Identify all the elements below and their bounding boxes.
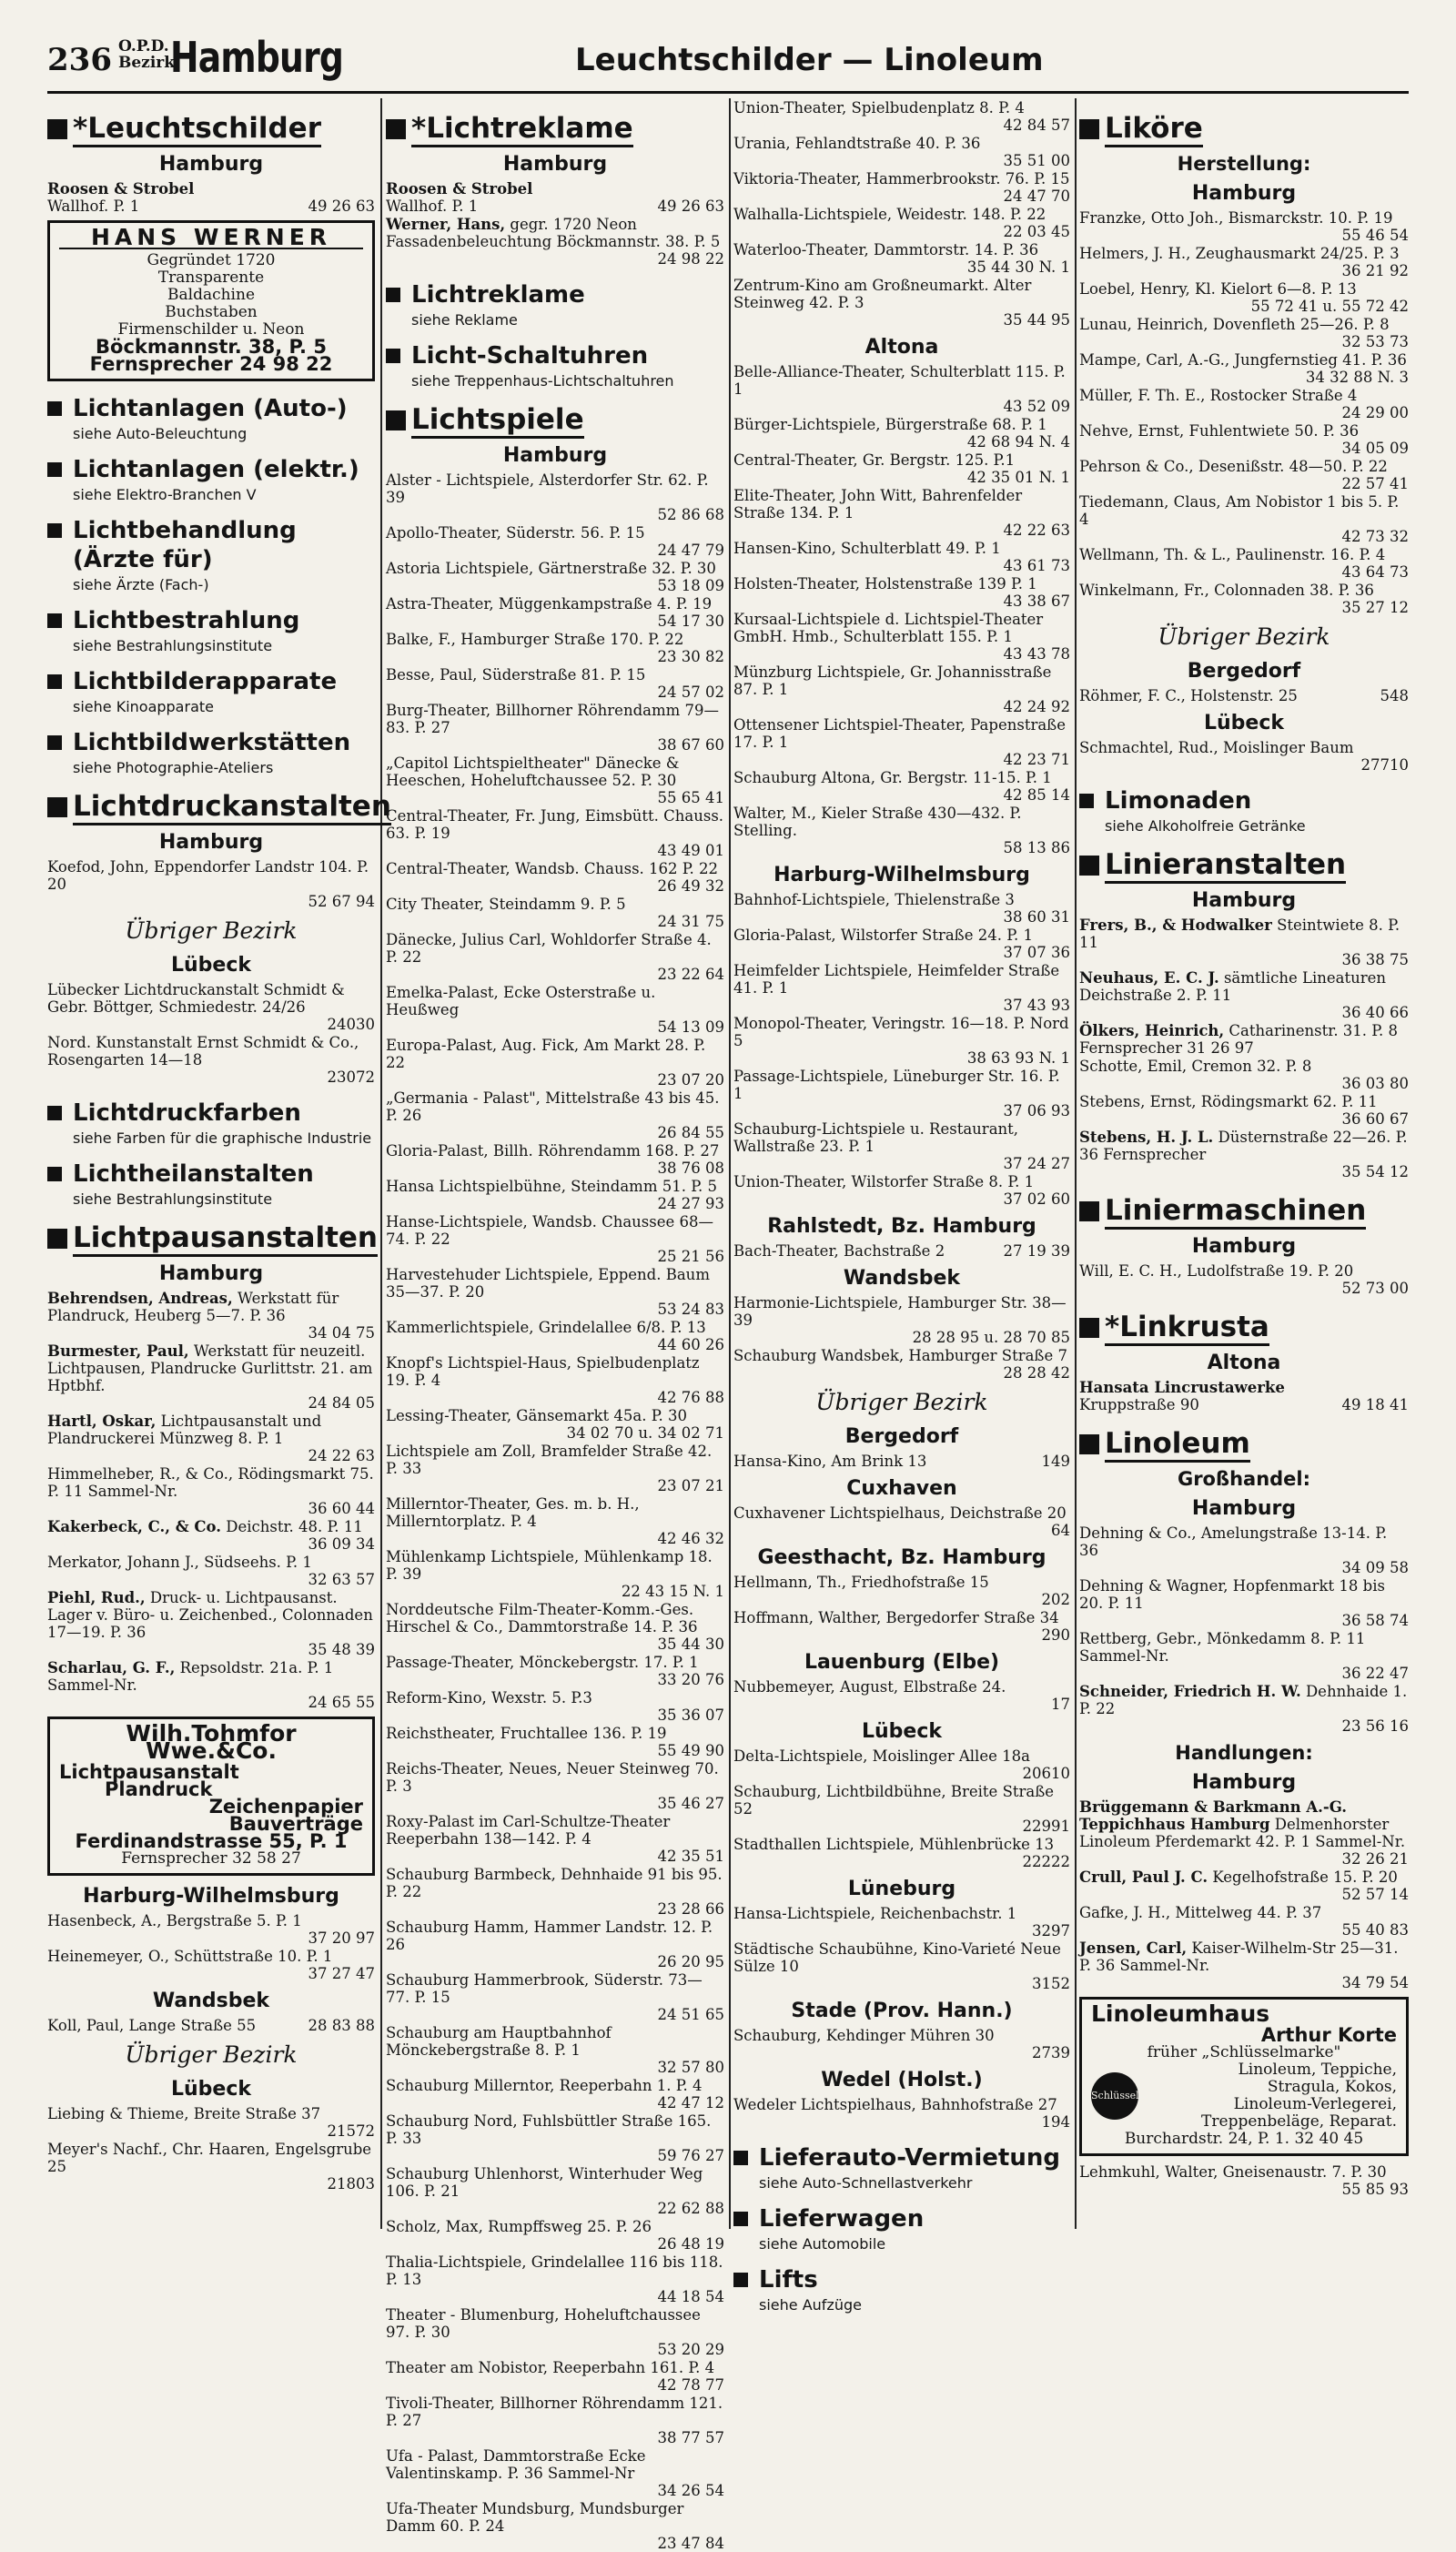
list-item: Schauburg Millerntor, Reeperbahn 1. P. 4 42 47 12: [386, 2077, 724, 2111]
list-item: Union-Theater, Wilstorfer Straße 8. P. 1 37 02 60: [733, 1173, 1070, 1208]
category-heading: *Leuchtschilder: [47, 111, 375, 146]
place-heading: Lübeck: [170, 2078, 252, 2101]
ad-body: [1091, 2061, 1397, 2131]
list-item: Hansata Lincrustawerke Kruppstraße 90 49 18 41: [1079, 1379, 1409, 1413]
cross-reference: siehe Automobile: [759, 2235, 886, 2253]
list-item: Central-Theater, Wandsb. Chauss. 162 P. 22 26 49 32: [386, 860, 724, 895]
list-item: Cuxhavener Lichtspielhaus, Deichstraße 20 64: [733, 1504, 1070, 1539]
place-heading: Rahlstedt, Bz. Hamburg: [767, 1215, 1036, 1238]
square-bullet-icon: [1079, 856, 1099, 876]
region-heading: Übriger Bezirk: [125, 2041, 298, 2068]
list-item: Nord. Kunstanstalt Ernst Schmidt & Co., Rosengarten 14—18 23072: [47, 1034, 375, 1086]
place-heading: Hamburg: [1191, 1771, 1297, 1794]
ad-line: Transparente: [157, 268, 265, 287]
header-rule: [47, 91, 1409, 94]
list-item: „Germania - Palast", Mittelstraße 43 bis 45. P. 26 26 84 55: [386, 1089, 724, 1141]
list-item: Astoria Lichtspiele, Gärtnerstraße 32. P. 30 53 18 09: [386, 560, 724, 594]
key-logo-icon: Schlüssel: [1091, 2072, 1138, 2120]
list-item: Nubbemeyer, August, Elbstraße 24. 17: [733, 1678, 1070, 1713]
list-item: Zentrum-Kino am Großneumarkt. Alter Steinweg 42. P. 3 35 44 95: [733, 277, 1070, 329]
square-bullet-icon: [47, 1106, 62, 1120]
list-item: Stadthallen Lichtspiele, Mühlenbrücke 13 22222: [733, 1836, 1070, 1870]
place-heading: Geesthacht, Bz. Hamburg: [757, 1546, 1046, 1569]
list-item: Schotte, Emil, Cremon 32. P. 8 36 03 80: [1079, 1058, 1409, 1092]
square-bullet-icon: [1079, 794, 1094, 808]
list-item: Knopf's Lichtspiel-Haus, Spielbudenplatz 19. P. 4 42 76 88: [386, 1354, 724, 1406]
place-heading: Wedel (Holst.): [821, 2069, 983, 2091]
list-item: Besse, Paul, Süderstraße 81. P. 15 24 57 02: [386, 666, 724, 701]
list-item: Belle-Alliance-Theater, Schulterblatt 115. P. 1 43 52 09: [733, 363, 1070, 415]
list-item: Kakerbeck, C., & Co. Deichstr. 48. P. 11 36 09 34: [47, 1518, 375, 1553]
cinema-list: [733, 1294, 1070, 1382]
square-bullet-icon: [386, 349, 400, 363]
list-item: Crull, Paul J. C. Kegelhofstraße 15. P. 20 52 57 14: [1079, 1868, 1409, 1903]
list-item: Himmelheber, R., & Co., Rödingsmarkt 75. P. 11 Sammel-Nr. 36 60 44: [47, 1465, 375, 1517]
cross-reference: siehe Bestrahlungsinstitute: [73, 637, 273, 654]
square-bullet-icon: [1079, 119, 1099, 139]
square-bullet-icon: [47, 674, 62, 689]
list-item: Rettberg, Gebr., Mönkedamm 8. P. 11 Sammel-Nr. 36 22 47: [1079, 1630, 1409, 1682]
list-item: Hansa-Kino, Am Brink 13 149: [733, 1453, 1070, 1470]
list-item: Norddeutsche Film-Theater-Komm.-Ges. Hirschel & Co., Dammtorstraße 14. P. 36 35 44 30: [386, 1601, 724, 1653]
list-item: Scholz, Max, Rumpffsweg 25. P. 26 26 48 19: [386, 2218, 724, 2253]
list-item: Central-Theater, Fr. Jung, Eimsbütt. Chauss. 63. P. 19 43 49 01: [386, 807, 724, 859]
list-item: Stebens, Ernst, Rödingsmarkt 62. P. 11 36 60 67: [1079, 1093, 1409, 1128]
list-item: Balke, F., Hamburger Straße 170. P. 22 23 30 82: [386, 631, 724, 665]
list-item: Schneider, Friedrich H. W. Dehnhaide 1. P. 22 23 56 16: [1079, 1683, 1409, 1735]
list-item: Behrendsen, Andreas, Werkstatt für Plandruck, Heuberg 5—7. P. 36 34 04 75: [47, 1290, 375, 1342]
list-item: Bach-Theater, Bachstraße 2 27 19 39: [733, 1242, 1070, 1260]
list-item: Gafke, J. H., Mittelweg 44. P. 37 55 40 83: [1079, 1904, 1409, 1939]
ad-line: früher „Schlüsselmarke": [1147, 2043, 1341, 2061]
list-item: „Capitol Lichtspieltheater" Dänecke & Heeschen, Hoheluftchaussee 52. P. 30 55 65 41: [386, 754, 724, 806]
list-item: Schauburg Altona, Gr. Bergstr. 11-15. P. 1 42 85 14: [733, 769, 1070, 804]
list-item: Ölkers, Heinrich, Catharinenstr. 31. P. 8 Fernsprecher 31 26 97: [1079, 1022, 1399, 1057]
category-heading: Lichtanlagen (elektr.): [47, 455, 375, 484]
list-item: Wedeler Lichtspielhaus, Bahnhofstraße 27 194: [733, 2096, 1070, 2131]
list-item: Theater am Nobistor, Reeperbahn 161. P. 4 42 78 77: [386, 2359, 724, 2394]
list-item: Hansen-Kino, Schulterblatt 49. P. 1 43 61 73: [733, 540, 1070, 574]
list-item: Reichs-Theater, Neues, Neuer Steinweg 70. P. 3 35 46 27: [386, 1760, 724, 1812]
list-item: Heinemeyer, O., Schüttstraße 10. P. 1 37 27 47: [47, 1948, 375, 1982]
ad-line: Plandruck: [105, 1778, 213, 1800]
cinema-list: [733, 891, 1070, 1208]
cross-reference: siehe Elektro-Branchen V: [73, 486, 257, 503]
list-item: Viktoria-Theater, Hammerbrookstr. 76. P. 15 24 47 70: [733, 170, 1070, 205]
square-bullet-icon: [47, 462, 62, 477]
list-item: Brüggemann & Barkmann A.-G. Teppichhaus Hamburg Delmenhorster Linoleum Pferdemarkt 42. P. 1 Sammel-Nr. 32 26 21: [1079, 1798, 1409, 1868]
list-item: Thalia-Lichtspiele, Grindelallee 116 bis 118. P. 13 44 18 54: [386, 2253, 724, 2305]
category-heading: Liniermaschinen: [1079, 1193, 1409, 1228]
list-item: Hellmann, Th., Friedhofstraße 15 202: [733, 1574, 1070, 1608]
place-heading: Hamburg: [158, 153, 264, 176]
list-item: Bahnhof-Lichtspiele, Thielenstraße 3 38 60 31: [733, 891, 1070, 926]
list-item: Apollo-Theater, Süderstr. 56. P. 15 24 47 79: [386, 524, 724, 559]
place-heading: Harburg-Wilhelmsburg: [83, 1885, 339, 1908]
cross-reference: siehe Kinoapparate: [73, 698, 214, 715]
cinema-list: [733, 1905, 1070, 1992]
list-item: City Theater, Steindamm 9. P. 5 24 31 75: [386, 896, 724, 930]
place-heading: Hamburg: [158, 831, 264, 854]
list-item: Pehrson & Co., Desenißstr. 48—50. P. 22 22 57 41: [1079, 458, 1409, 492]
ad-title: HANS WERNER: [59, 228, 363, 249]
list-item: Burmester, Paul, Werkstatt für neuzeitl. Lichtpausen, Plandrucke Gurlittstr. 21. am Hptbhf. 24 84 05: [47, 1342, 375, 1412]
ad-line: Baldachine: [167, 286, 255, 304]
list-item: Nehve, Ernst, Fuhlentwiete 50. P. 36 34 05 09: [1079, 422, 1409, 457]
place-heading: Bergedorf: [1187, 660, 1301, 683]
list-item: Ottensener Lichtspiel-Theater, Papenstraße 17. P. 1 42 23 71: [733, 716, 1070, 768]
ad-line: Stragula, Kokos,: [1267, 2078, 1397, 2096]
list-item: Hasenbeck, A., Bergstraße 5. P. 1 37 20 97: [47, 1912, 375, 1947]
business-list: [1079, 1798, 1409, 1991]
column-divider: [729, 98, 731, 2229]
list-item: Urania, Fehlandtstraße 40. P. 36 35 51 00: [733, 135, 1070, 169]
category-heading: Lichtheilanstalten: [47, 1160, 375, 1189]
list-item: Kursaal-Lichtspiele d. Lichtspiel-Theater GmbH. Hmb., Schulterblatt 155. P. 1 43 43 78: [733, 611, 1070, 663]
cinema-list: [733, 99, 1070, 329]
place-heading: Wandsbek: [843, 1267, 961, 1290]
list-item: Tivoli-Theater, Billhorner Röhrendamm 121. P. 27 38 77 57: [386, 2395, 724, 2446]
square-bullet-icon: [1079, 1201, 1099, 1221]
list-item: Schauburg-Lichtspiele u. Restaurant, Wallstraße 23. P. 1 37 24 27: [733, 1120, 1070, 1172]
list-item: Roosen & Strobel Wallhof. P. 1 49 26 63: [386, 180, 724, 215]
place-heading: Hamburg: [502, 444, 608, 467]
ad-title: Wilh.Tohmfor Wwe.&Co.: [126, 1720, 297, 1764]
cross-reference: siehe Auto-Schnellastverkehr: [759, 2174, 973, 2192]
cinema-list: [733, 363, 1070, 856]
list-item: Schauburg Hamm, Hammer Landstr. 12. P. 26 26 20 95: [386, 1919, 724, 1970]
ad-lines: [1148, 2061, 1397, 2131]
square-bullet-icon: [386, 288, 400, 302]
list-item: Burg-Theater, Billhorner Röhrendamm 79—83. P. 27 38 67 60: [386, 702, 724, 754]
advertisement-box: [47, 220, 375, 381]
place-heading: Stade (Prov. Hann.): [791, 2000, 1013, 2022]
list-item: Heimfelder Lichtspiele, Heimfelder Straße 41. P. 1 37 43 93: [733, 962, 1070, 1014]
ad-line: Fernsprecher 32 58 27: [121, 1849, 301, 1868]
list-item: Schauburg Barmbeck, Dehnhaide 91 bis 95. P. 22 23 28 66: [386, 1866, 724, 1918]
list-item: Liebing & Thieme, Breite Straße 37 21572: [47, 2105, 375, 2140]
list-item: Roxy-Palast im Carl-Schultze-Theater Reeperbahn 138—142. P. 4 42 35 51: [386, 1813, 724, 1865]
square-bullet-icon: [47, 1167, 62, 1181]
list-item: Müller, F. Th. E., Rostocker Straße 4 24 29 00: [1079, 387, 1409, 421]
list-item: Piehl, Rud., Druck- u. Lichtpausanst. Lager v. Büro- u. Zeichenbed., Colonnaden 17—19. P. 36 35 48 39: [47, 1589, 375, 1658]
place-heading: Bergedorf: [844, 1425, 959, 1448]
list-item: Schauburg Nord, Fuhlsbüttler Straße 165. P. 33 59 76 27: [386, 2112, 724, 2164]
list-item: Hansa Lichtspielbühne, Steindamm 51. P. 5 24 27 93: [386, 1178, 724, 1212]
place-heading: Harburg-Wilhelmsburg: [774, 864, 1030, 886]
place-heading: Altona: [1207, 1352, 1281, 1374]
cross-reference: siehe Ärzte (Fach-): [73, 576, 209, 593]
list-item: Mühlenkamp Lichtspiele, Mühlenkamp 18. P. 39 22 43 15 N. 1: [386, 1548, 724, 1600]
list-item: Ufa - Palast, Dammtorstraße Ecke Valentinskamp. P. 36 Sammel-Nr 34 26 54: [386, 2447, 724, 2499]
category-heading: Limonaden: [1079, 786, 1409, 815]
list-item: Lübecker Lichtdruckanstalt Schmidt & Gebr. Böttger, Schmiedestr. 24/26 24030: [47, 981, 375, 1033]
place-heading: Lübeck: [1203, 712, 1285, 734]
list-item: Wellmann, Th. & L., Paulinenstr. 16. P. 4 43 64 73: [1079, 546, 1409, 581]
place-heading: Altona: [864, 336, 939, 359]
section-heading: Großhandel:: [1177, 1468, 1311, 1490]
ad-line: Zeichenpapier: [208, 1796, 363, 1818]
list-item: Merkator, Johann J., Südseehs. P. 1 32 63 57: [47, 1554, 375, 1588]
list-item: Theater - Blumenburg, Hoheluftchaussee 97. P. 30 53 20 29: [386, 2306, 724, 2358]
list-item: Harmonie-Lichtspiele, Hamburger Str. 38—39 28 28 95 u. 28 70 85: [733, 1294, 1070, 1346]
ad-line: Burchardstr. 24, P. 1. 32 40 45: [1124, 2130, 1364, 2148]
list-item: Lunau, Heinrich, Dovenfleth 25—26. P. 8 32 53 73: [1079, 316, 1409, 350]
place-heading: Hamburg: [158, 1262, 264, 1285]
list-item: Schauburg, Lichtbildbühne, Breite Straße 52 22991: [733, 1783, 1070, 1835]
advertisement-box: [1079, 1997, 1409, 2156]
list-item: Winkelmann, Fr., Colonnaden 38. P. 36 35 27 12: [1079, 582, 1409, 616]
square-bullet-icon: [47, 119, 67, 139]
category-heading: Lichtanlagen (Auto-): [47, 394, 375, 423]
ad-line: Buchstaben: [165, 303, 258, 321]
column-1: [47, 98, 391, 2229]
list-item: Dänecke, Julius Carl, Wohldorfer Straße 4. P. 22 23 22 64: [386, 931, 724, 983]
cross-reference: siehe Bestrahlungsinstitute: [73, 1190, 273, 1208]
square-bullet-icon: [386, 119, 406, 139]
list-item: Delta-Lichtspiele, Moislinger Allee 18a 20610: [733, 1747, 1070, 1782]
region-heading: Übriger Bezirk: [125, 917, 298, 944]
category-heading: Lichtbilderapparate: [47, 667, 375, 696]
square-bullet-icon: [1079, 1434, 1099, 1454]
business-list: [1079, 209, 1409, 616]
column-divider: [1075, 98, 1077, 2229]
list-item: Meyer's Nachf., Chr. Haaren, Engelsgrube 25 21803: [47, 2141, 375, 2192]
ad-line: Linoleum, Teppiche,: [1238, 2061, 1397, 2079]
header-city: Hamburg: [170, 33, 344, 82]
list-item: Walhalla-Lichtspiele, Weidestr. 148. P. 22 22 03 45: [733, 206, 1070, 240]
square-bullet-icon: [733, 2212, 748, 2226]
list-item: Schauburg am Hauptbahnhof Mönckebergstraße 8. P. 1 32 57 80: [386, 2024, 724, 2076]
list-item: Hanse-Lichtspiele, Wandsb. Chaussee 68—74. P. 22 25 21 56: [386, 1213, 724, 1265]
category-heading: Lichtreklame: [386, 280, 724, 309]
place-heading: Hamburg: [1191, 889, 1297, 912]
list-item: Mampe, Carl, A.-G., Jungfernstieg 41. P. 36 34 32 88 N. 3: [1079, 351, 1409, 386]
column-3: [733, 98, 1070, 2314]
ad-line: Bauverträge: [228, 1813, 363, 1835]
category-heading: Lichtbehandlung (Ärzte für): [47, 516, 375, 574]
list-item: Harvestehuder Lichtspiele, Eppend. Baum 35—37. P. 20 53 24 83: [386, 1266, 724, 1318]
square-bullet-icon: [47, 613, 62, 628]
cross-reference: siehe Alkoholfreie Getränke: [1105, 817, 1306, 835]
list-item: Will, E. C. H., Ludolfstraße 19. P. 20 52 73 00: [1079, 1262, 1409, 1297]
business-list: [1079, 1524, 1409, 1735]
list-item: Städtische Schaubühne, Kino-Varieté Neue Sülze 10 3152: [733, 1940, 1070, 1992]
list-item: Lessing-Theater, Gänsemarkt 45a. P. 30 34 02 70 u. 34 02 71: [386, 1407, 724, 1442]
square-bullet-icon: [47, 523, 62, 538]
list-item: Koll, Paul, Lange Straße 55 28 83 88: [47, 2017, 375, 2034]
place-heading: Lübeck: [170, 954, 252, 977]
category-heading: Licht-Schaltuhren: [386, 341, 724, 370]
category-heading: Lifts: [733, 2265, 1070, 2294]
place-heading: Hamburg: [502, 153, 608, 176]
list-item: Bürger-Lichtspiele, Bürgerstraße 68. P. 1 42 68 94 N. 4: [733, 416, 1070, 451]
ad-line: Ferdinandstrasse 55, P. 1: [75, 1830, 348, 1852]
place-heading: Hamburg: [1191, 182, 1297, 205]
list-item: Reform-Kino, Wexstr. 5. P.3 35 36 07: [386, 1689, 724, 1724]
list-item: Kammerlichtspiele, Grindelallee 6/8. P. 13 44 60 26: [386, 1319, 724, 1353]
business-list: [1079, 916, 1409, 1180]
list-item: Monopol-Theater, Veringstr. 16—18. P. Nord 5 38 63 93 N. 1: [733, 1015, 1070, 1067]
running-header: [47, 35, 1409, 91]
advertisement-box: [47, 1717, 375, 1876]
place-heading: Hamburg: [1191, 1497, 1297, 1520]
list-item: Ufa-Theater Mundsburg, Mundsburger Damm 60. P. 24 23 47 84: [386, 2500, 724, 2552]
category-heading: Lieferwagen: [733, 2204, 1070, 2233]
page-number: 236: [47, 42, 112, 78]
place-heading: Lauenburg (Elbe): [804, 1651, 1000, 1674]
list-item: Reichstheater, Fruchtallee 136. P. 19 55 49 90: [386, 1725, 724, 1759]
place-heading: Wandsbek: [152, 1990, 270, 2012]
list-item: Dehning & Wagner, Hopfenmarkt 18 bis 20. P. 11 36 58 74: [1079, 1577, 1409, 1629]
cross-reference: siehe Reklame: [411, 311, 518, 329]
category-heading: Lichtdruckanstalten: [47, 789, 375, 824]
list-item: Röhmer, F. C., Holstenstr. 25 548: [1079, 687, 1409, 704]
square-bullet-icon: [47, 735, 62, 750]
list-item: Frers, B., & Hodwalker Steintwiete 8. P. 11 36 38 75: [1079, 916, 1409, 968]
ad-line: Böckmannstr. 38, P. 5: [96, 336, 327, 358]
square-bullet-icon: [47, 1229, 67, 1249]
list-item: Europa-Palast, Aug. Fick, Am Markt 28. P. 22 23 07 20: [386, 1037, 724, 1089]
region-heading: Übriger Bezirk: [1158, 623, 1330, 650]
category-heading: Lichtpausanstalten: [47, 1220, 375, 1255]
column-divider: [380, 98, 382, 2229]
category-heading: Lichtbildwerkstätten: [47, 728, 375, 757]
list-item: Dehning & Co., Amelungstraße 13-14. P. 36 34 09 58: [1079, 1524, 1409, 1576]
list-item: Alster - Lichtspiele, Alsterdorfer Str. 62. P. 39 52 86 68: [386, 471, 724, 523]
list-item: Gloria-Palast, Billh. Röhrendamm 168. P. 27 38 76 08: [386, 1142, 724, 1177]
cross-reference: siehe Farben für die graphische Industrie: [73, 1129, 372, 1147]
list-item: Hoffmann, Walther, Bergedorfer Straße 34 290: [733, 1609, 1070, 1644]
column-4: [1079, 98, 1409, 2229]
cinema-list: [386, 471, 724, 2552]
place-heading: Lübeck: [861, 1720, 943, 1743]
cross-reference: siehe Aufzüge: [759, 2296, 862, 2314]
list-item: Astra-Theater, Müggenkampstraße 4. P. 19 54 17 30: [386, 595, 724, 630]
list-item: Münzburg Lichtspiele, Gr. Johannisstraße 87. P. 1 42 24 92: [733, 663, 1070, 715]
ad-line: Firmenschilder u. Neon: [117, 320, 305, 339]
region-heading: Übriger Bezirk: [815, 1389, 988, 1415]
list-item: Lehmkuhl, Walter, Gneisenaustr. 7. P. 30 55 85 93: [1079, 2163, 1409, 2198]
opd-label: O.P.D. Bezirk: [118, 37, 176, 72]
ad-line: Treppenbeläge, Reparat.: [1201, 2112, 1397, 2131]
cross-reference: siehe Treppenhaus-Lichtschaltuhren: [411, 372, 674, 390]
ad-line: Linoleum-Verlegerei,: [1233, 2095, 1397, 2113]
list-item: Holsten-Theater, Holstenstraße 139 P. 1 43 38 67: [733, 575, 1070, 610]
list-item: Union-Theater, Spielbudenplatz 8. P. 4 42 84 57: [733, 99, 1070, 134]
cinema-list: [733, 1574, 1070, 1644]
list-item: Waterloo-Theater, Dammtorstr. 14. P. 36 35 44 30 N. 1: [733, 241, 1070, 276]
cross-reference: siehe Photographie-Ateliers: [73, 759, 274, 776]
square-bullet-icon: [386, 410, 406, 430]
list-item: Koefod, John, Eppendorfer Landstr 104. P. 20 52 67 94: [47, 858, 375, 910]
list-item: Stebens, H. J. L. Düsternstraße 22—26. P. 36 Fernsprecher 35 54 12: [1079, 1129, 1409, 1180]
square-bullet-icon: [47, 797, 67, 817]
category-heading: Liköre: [1079, 111, 1409, 146]
place-heading: Cuxhaven: [846, 1477, 957, 1500]
list-item: Millerntor-Theater, Ges. m. b. H., Millerntorplatz. P. 4 42 46 32: [386, 1495, 724, 1547]
list-item: Schmachtel, Rud., Moislinger Baum 27710: [1079, 739, 1409, 774]
list-item: Passage-Lichtspiele, Lüneburger Str. 16. P. 1 37 06 93: [733, 1068, 1070, 1119]
list-item: Emelka-Palast, Ecke Osterstraße u. Heußweg 54 13 09: [386, 984, 724, 1036]
section-heading: Handlungen:: [1175, 1742, 1313, 1764]
category-heading: Lichtbestrahlung: [47, 606, 375, 635]
ad-line: Arthur Korte: [1260, 2024, 1397, 2046]
column-2: [386, 98, 724, 2552]
cinema-list: [733, 1747, 1070, 1870]
list-item: Hansa-Lichtspiele, Reichenbachstr. 1 3297: [733, 1905, 1070, 1939]
ad-line: Gegründet 1720: [147, 251, 276, 269]
list-item: Franzke, Otto Joh., Bismarckstr. 10. P. 19 55 46 54: [1079, 209, 1409, 244]
square-bullet-icon: [47, 401, 62, 416]
square-bullet-icon: [733, 2151, 748, 2165]
place-heading: Lüneburg: [847, 1878, 956, 1900]
list-item: Gloria-Palast, Wilstorfer Straße 24. P. 1 37 07 36: [733, 927, 1070, 961]
list-item: Hartl, Oskar, Lichtpausanstalt und Plandruckerei Münzweg 8. P. 1 24 22 63: [47, 1413, 375, 1464]
category-heading: Lichtspiele: [386, 402, 724, 437]
category-heading: Linoleum: [1079, 1426, 1409, 1461]
list-item: Werner, Hans, gegr. 1720 Neon Fassadenbeleuchtung Böckmannstr. 38. P. 5 24 98 22: [386, 216, 724, 268]
list-item: Schauburg, Kehdinger Mühren 30 2739: [733, 2027, 1070, 2061]
category-heading: Lichtdruckfarben: [47, 1099, 375, 1128]
list-item: Schauburg Wandsbek, Hamburger Straße 7 28 28 42: [733, 1347, 1070, 1382]
category-heading: Linieranstalten: [1079, 847, 1409, 882]
ad-line: Fernsprecher 24 98 22: [89, 353, 333, 375]
category-heading: Lieferauto-Vermietung: [733, 2143, 1070, 2172]
list-item: Elite-Theater, John Witt, Bahrenfelder Straße 134. P. 1 42 22 63: [733, 487, 1070, 539]
list-item: Schauburg Hammerbrook, Süderstr. 73—77. P. 15 24 51 65: [386, 1971, 724, 2023]
square-bullet-icon: [733, 2273, 748, 2287]
list-item: Scharlau, G. F., Repsoldstr. 21a. P. 1 Sammel-Nr. 24 65 55: [47, 1659, 375, 1711]
list-item: Central-Theater, Gr. Bergstr. 125. P.1 42 35 01 N. 1: [733, 451, 1070, 486]
category-heading: *Lichtreklame: [386, 111, 724, 146]
list-item: Tiedemann, Claus, Am Nobistor 1 bis 5. P. 4 42 73 32: [1079, 493, 1409, 545]
header-topic: Leuchtschilder — Linoleum: [575, 42, 1044, 78]
category-heading: *Linkrusta: [1079, 1310, 1409, 1344]
list-item: Passage-Theater, Mönckebergstr. 17. P. 1 33 20 76: [386, 1654, 724, 1688]
list-item: Helmers, J. H., Zeughausmarkt 24/25. P. 3 36 21 92: [1079, 245, 1409, 279]
square-bullet-icon: [1079, 1318, 1099, 1338]
section-heading: Herstellung:: [1177, 153, 1311, 175]
list-item: Walter, M., Kieler Straße 430—432. P. Stelling. 58 13 86: [733, 805, 1070, 856]
cross-reference: siehe Auto-Beleuchtung: [73, 425, 248, 442]
place-heading: Hamburg: [1191, 1235, 1297, 1258]
ad-line: Lichtpausanstalt: [59, 1761, 239, 1783]
list-item: Schauburg Uhlenhorst, Winterhuder Weg 106. P. 21 22 62 88: [386, 2165, 724, 2217]
list-item: Lichtspiele am Zoll, Bramfelder Straße 42. P. 33 23 07 21: [386, 1443, 724, 1494]
list-item: Roosen & Strobel Wallhof. P. 1 49 26 63: [47, 180, 375, 215]
list-item: Loebel, Henry, Kl. Kielort 6—8. P. 13 55 72 41 u. 55 72 42: [1079, 280, 1409, 315]
list-item: Jensen, Carl, Kaiser-Wilhelm-Str 25—31. P. 36 Sammel-Nr. 34 79 54: [1079, 1939, 1409, 1991]
ad-title: Linoleumhaus: [1091, 2000, 1270, 2027]
list-item: Neuhaus, E. C. J. sämtliche Lineaturen Deichstraße 2. P. 11 36 40 66: [1079, 969, 1409, 1021]
